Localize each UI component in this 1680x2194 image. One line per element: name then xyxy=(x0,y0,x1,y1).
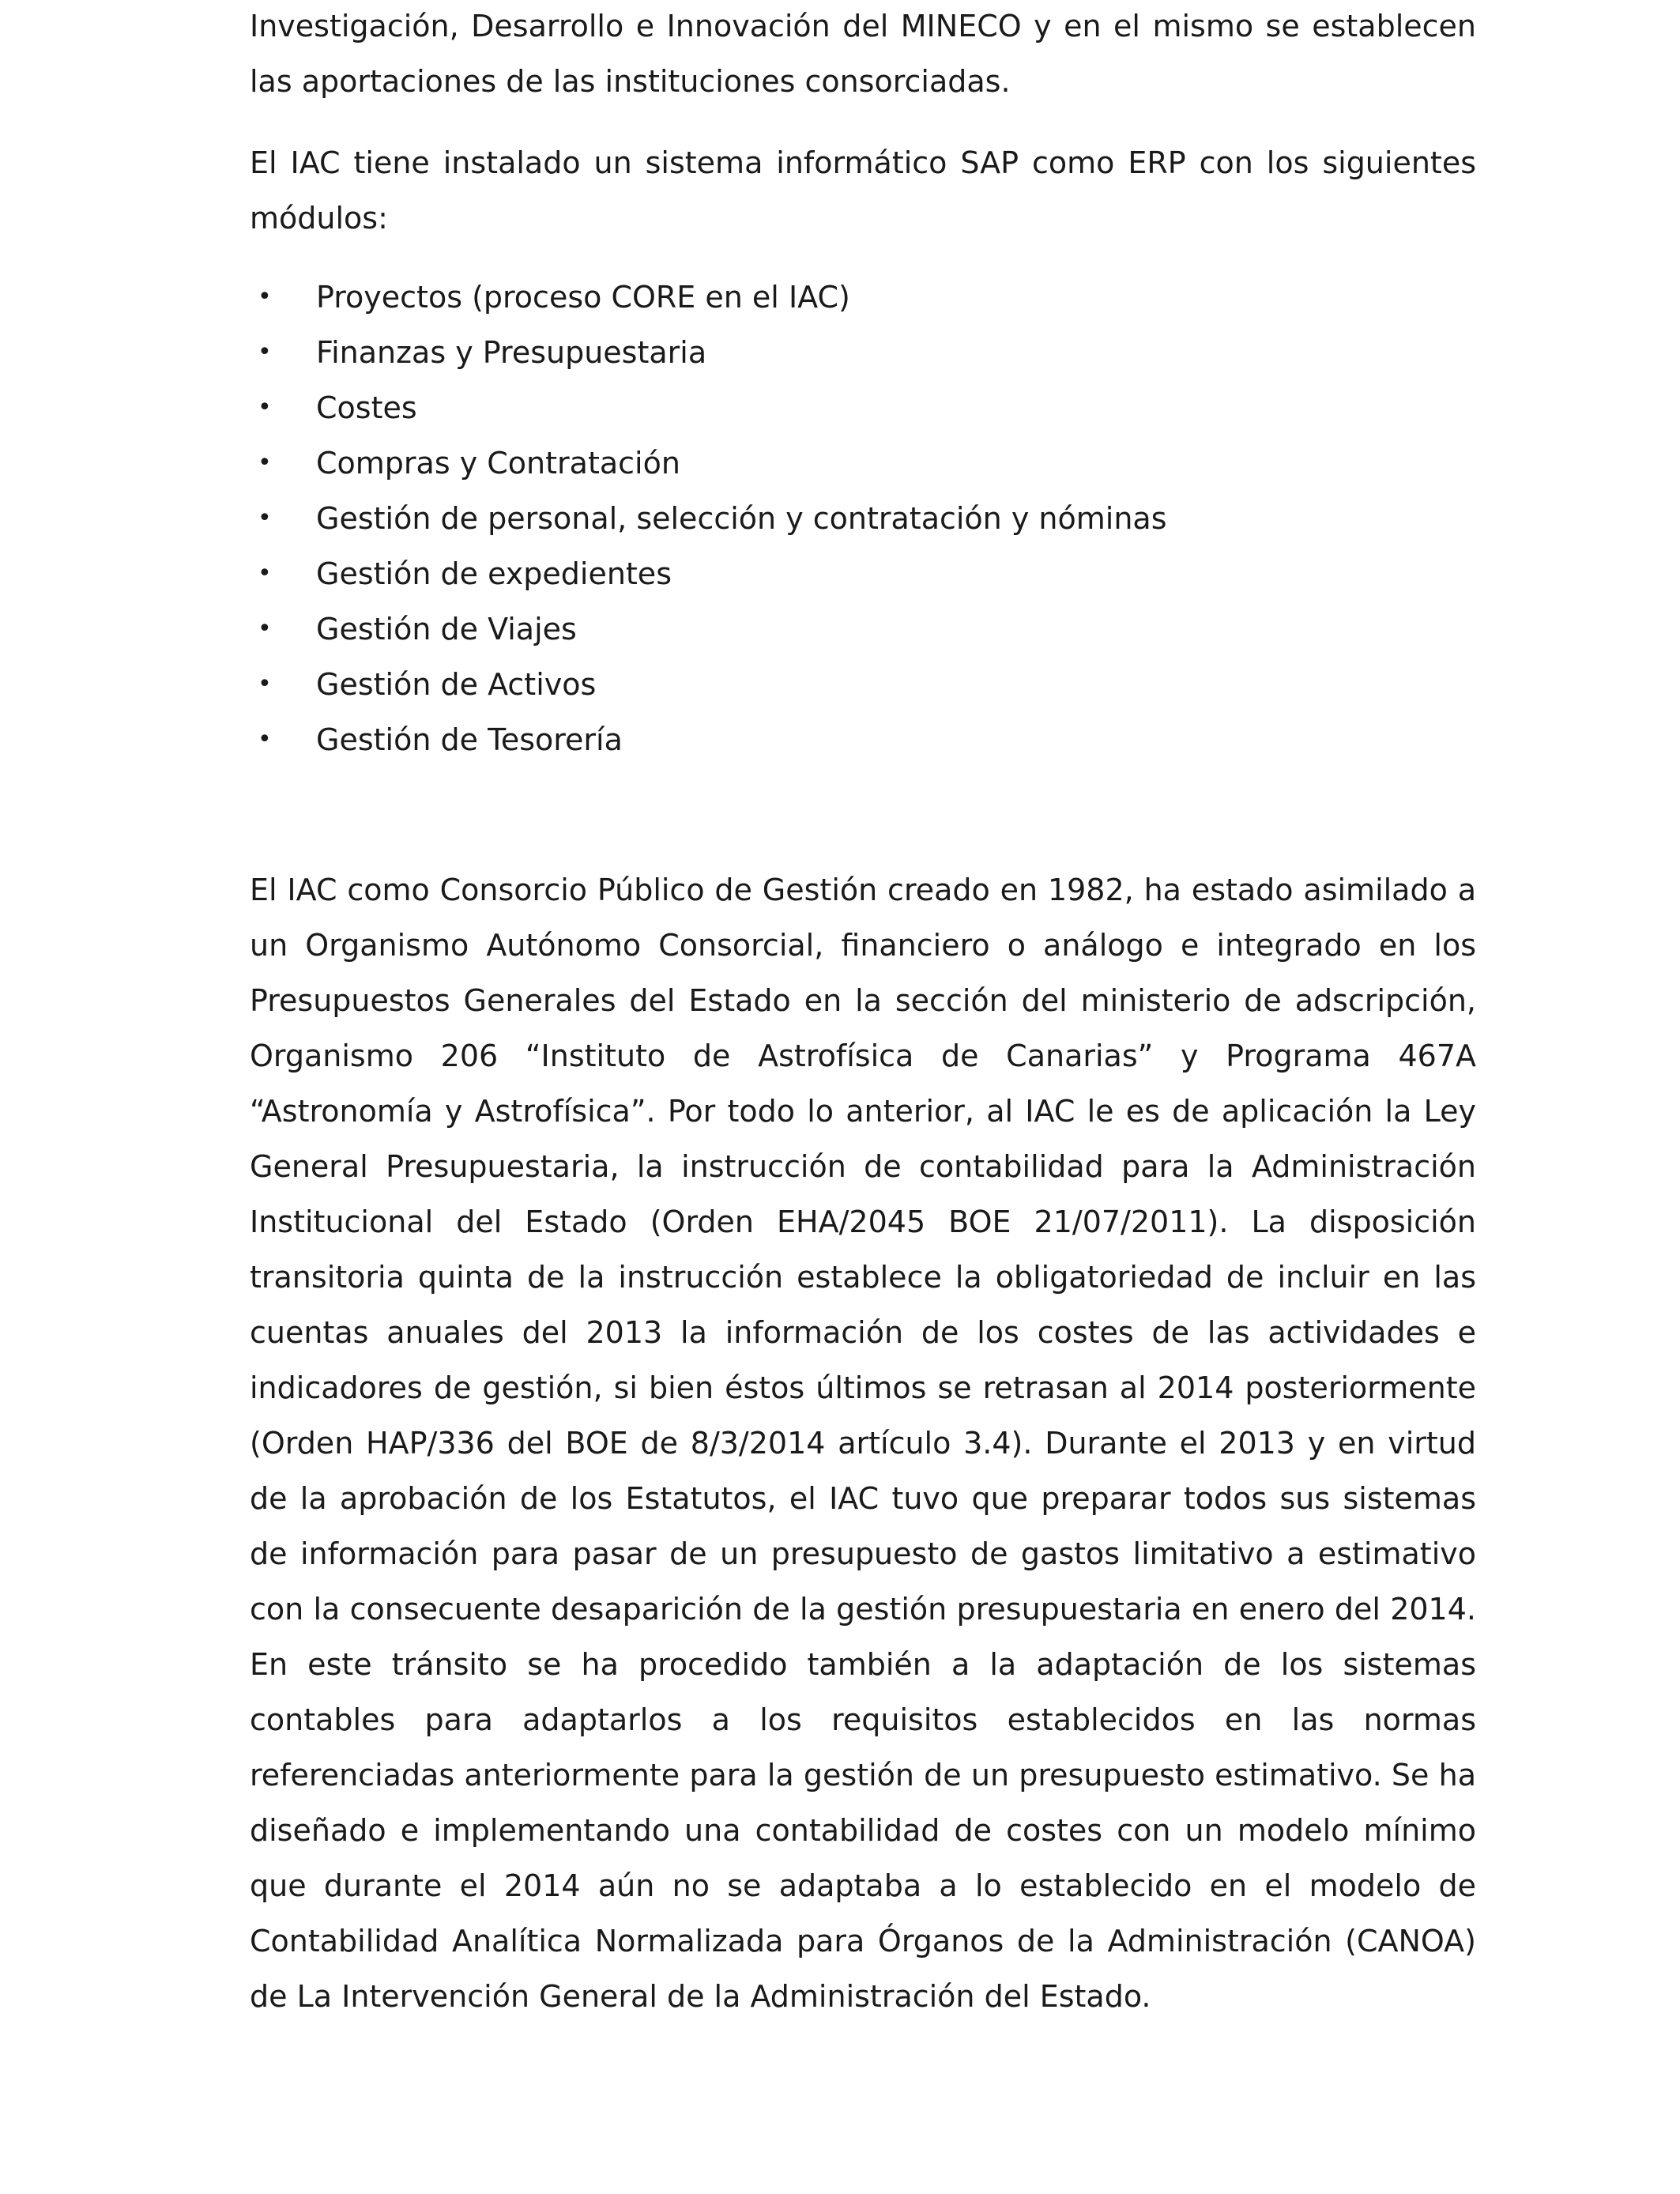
bullet-icon: • xyxy=(258,283,272,311)
bullet-icon: • xyxy=(258,394,272,421)
list-item-text: Finanzas y Presupuestaria xyxy=(316,335,707,370)
list-item-text: Gestión de personal, selección y contratación y nóminas xyxy=(316,501,1167,536)
list-item xyxy=(250,435,1476,491)
bullet-icon: • xyxy=(258,504,272,532)
list-item-text: Gestión de expedientes xyxy=(316,556,672,591)
list-item-text: Gestión de Viajes xyxy=(316,612,577,647)
bullet-icon: • xyxy=(258,449,272,477)
list-item xyxy=(250,657,1476,712)
list-item xyxy=(250,380,1476,435)
list-item xyxy=(250,712,1476,767)
bullet-icon: • xyxy=(258,338,272,366)
list-item xyxy=(250,491,1476,546)
bullet-icon: • xyxy=(258,615,272,643)
list-item-text: Compras y Contratación xyxy=(316,446,680,481)
list-item xyxy=(250,601,1476,657)
bullet-icon: • xyxy=(258,726,272,753)
document-body xyxy=(250,0,1476,2024)
list-item-text: Costes xyxy=(316,390,417,425)
list-item xyxy=(250,546,1476,601)
intro-paragraph: Investigación, Desarrollo e Innovación del MINECO y en el mismo se establecen las aportaciones de las instituciones consorciadas. xyxy=(250,9,1476,99)
list-item-text: Proyectos (proceso CORE en el IAC) xyxy=(316,280,850,315)
modules-intro-paragraph: El IAC tiene instalado un sistema informático SAP como ERP con los siguientes módulos: xyxy=(250,145,1476,236)
list-item-text: Gestión de Activos xyxy=(316,667,597,702)
sap-modules-list xyxy=(250,270,1476,767)
list-item xyxy=(250,270,1476,325)
list-item xyxy=(250,325,1476,380)
bullet-icon: • xyxy=(258,670,272,698)
list-item-text: Gestión de Tesorería xyxy=(316,722,623,757)
main-paragraph: El IAC como Consorcio Público de Gestión creado en 1982, ha estado asimilado a un Organismo Autónomo Consorcial, financiero o análogo e integrado en los Presupuestos Generales del Estado en la sección del ministerio de adscripción, Organismo 206 “Instituto de Astrofísica de Canarias” y Programa 467A “Astronomía y Astrofísica”. Por todo lo anterior, al IAC le es de aplicación la Ley General Presupuestaria, la instrucción de contabilidad para la Administración Institucional del Estado (Orden EHA/2045 BOE 21/07/2011). La disposición transitoria quinta de la instrucción establece la obligatoriedad de incluir en las cuentas anuales del 2013 la información de los costes de las actividades e indicadores de gestión, si bien éstos últimos se retrasan al 2014 posteriormente (Orden HAP/336 del BOE de 8/3/2014 artículo 3.4). Durante el 2013 y en virtud de la aprobación de los Estatutos, el IAC tuvo que preparar todos sus sistemas de información para pasar de un presupuesto de gastos limitativo a estimativo con la consecuente desaparición de la gestión presupuestaria en enero del 2014. En este tránsito se ha procedido también a la adaptación de los sistemas contables para adaptarlos a los requisitos establecidos en las normas referenciadas anteriormente para la gestión de un presupuesto estimativo. Se ha diseñado e implementando una contabilidad de costes con un modelo mínimo que durante el 2014 aún no se adaptaba a lo establecido en el modelo de Contabilidad Analítica Normalizada para Órganos de la Administración (CANOA) de La Intervención General de la Administración del Estado. xyxy=(250,873,1476,2014)
bullet-icon: • xyxy=(258,560,272,587)
